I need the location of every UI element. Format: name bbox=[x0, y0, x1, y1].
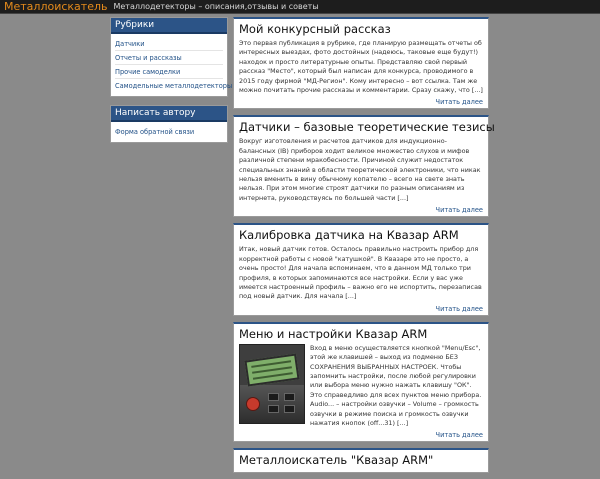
post-title[interactable]: Меню и настройки Квазар ARM bbox=[239, 326, 428, 341]
post-excerpt: Вокруг изготовления и расчетов датчиков для индукционно-балансных (IB) приборов ходит великое множество слухов и мифов различной степени мракобесности. Причиной служит недостаток специальных знаний в области теоретической электроники, что никак нельзя вменить в вину обычному копателю – всего на свете знать нельзя. При этом многие строят датчики по разным описаниям из интернета, руководствуясь по большей части [...] bbox=[239, 137, 481, 202]
post-title[interactable]: Металлоискатель "Квазар ARM" bbox=[239, 453, 434, 468]
read-more-link[interactable]: Читать далее bbox=[435, 206, 483, 215]
contact-widget bbox=[110, 105, 228, 143]
post-excerpt: Это первая публикация в рубрике, где планирую размещать отчеты об интересных выездах, фото достойных (надеюсь, таковые еще будут!) находок и просто литературные опыты. Представляю свой первый рассказ "Место", который был написан для конкурса, проводимого в 2015 году фирмой "МД-Регион". Кому интересно – вот ссылка. Там же можно почитать прочие рассказы и комментарии. Сразу скажу, что [...] bbox=[239, 39, 483, 95]
site-title[interactable]: Металлоискатель bbox=[4, 0, 108, 13]
category-link-reports[interactable]: Отчеты и рассказы bbox=[115, 51, 223, 65]
categories-widget-title: Рубрики bbox=[111, 18, 227, 34]
category-link-other-diy[interactable]: Прочие самоделки bbox=[115, 65, 223, 79]
post-title[interactable]: Мой конкурсный рассказ bbox=[239, 22, 391, 36]
read-more-link[interactable]: Читать далее bbox=[435, 98, 483, 107]
post-card bbox=[233, 322, 489, 443]
red-knob-shape bbox=[246, 397, 260, 411]
device-button-shape bbox=[284, 393, 295, 401]
post-list bbox=[233, 17, 495, 479]
feedback-form-link[interactable]: Форма обратной связи bbox=[115, 127, 195, 136]
device-button-shape bbox=[284, 405, 295, 413]
contact-list bbox=[111, 122, 227, 142]
post-card bbox=[233, 223, 489, 315]
site-header bbox=[0, 0, 600, 14]
device-button-shape bbox=[268, 393, 279, 401]
category-link-sensors[interactable]: Датчики bbox=[115, 37, 223, 51]
post-body bbox=[239, 344, 483, 429]
post-excerpt: Итак, новый датчик готов. Осталось правильно настроить прибор для корректной работы с новой "катушкой". В Квазаре это не просто, а очень просто! Для начала вспоминаем, что в данном МД только три профиля, в которых запоминаются все настройки. Если у вас уже имеется настроенный профиль – важно его не испортить, перезаписав под новый датчик. Для начала [...] bbox=[239, 245, 482, 301]
detector-thumbnail-image[interactable] bbox=[239, 344, 305, 424]
categories-widget bbox=[110, 17, 233, 97]
post-card bbox=[233, 17, 489, 109]
post-card bbox=[233, 448, 489, 473]
post-card bbox=[233, 115, 495, 217]
sidebar bbox=[110, 17, 233, 151]
categories-list bbox=[111, 34, 233, 96]
read-more-link[interactable]: Читать далее bbox=[435, 304, 483, 313]
device-button-shape bbox=[268, 405, 279, 413]
post-excerpt: Вход в меню осуществляется кнопкой "Menu/Esc", этой же клавишей – выход из подменю БЕЗ СОХРАНЕНИЯ ВЫБРАННЫХ НАСТРОЕК. Чтобы запомнить настройки, после любой регулировки или выбора меню нужно нажать клавишу "ОК". Это справедливо для всех пунктов меню прибора. Audio... – настройки озвучки – Volume – громкость озвучки в режиме поиска и громкость озвучки нажатия кнопок (off...31) [...] bbox=[310, 343, 482, 427]
post-title[interactable]: Датчики – базовые теоретические тезисы bbox=[239, 120, 495, 135]
contact-widget-title: Написать автору bbox=[111, 106, 227, 122]
lcd-screen-shape bbox=[244, 353, 299, 386]
read-more-link[interactable]: Читать далее bbox=[435, 431, 483, 440]
site-description: Металлодетекторы – описания,отзывы и советы bbox=[113, 2, 319, 11]
post-title[interactable]: Калибровка датчика на Квазар ARM bbox=[239, 228, 459, 243]
category-link-diy-detectors[interactable]: Самодельные металлодетекторы bbox=[115, 81, 233, 90]
